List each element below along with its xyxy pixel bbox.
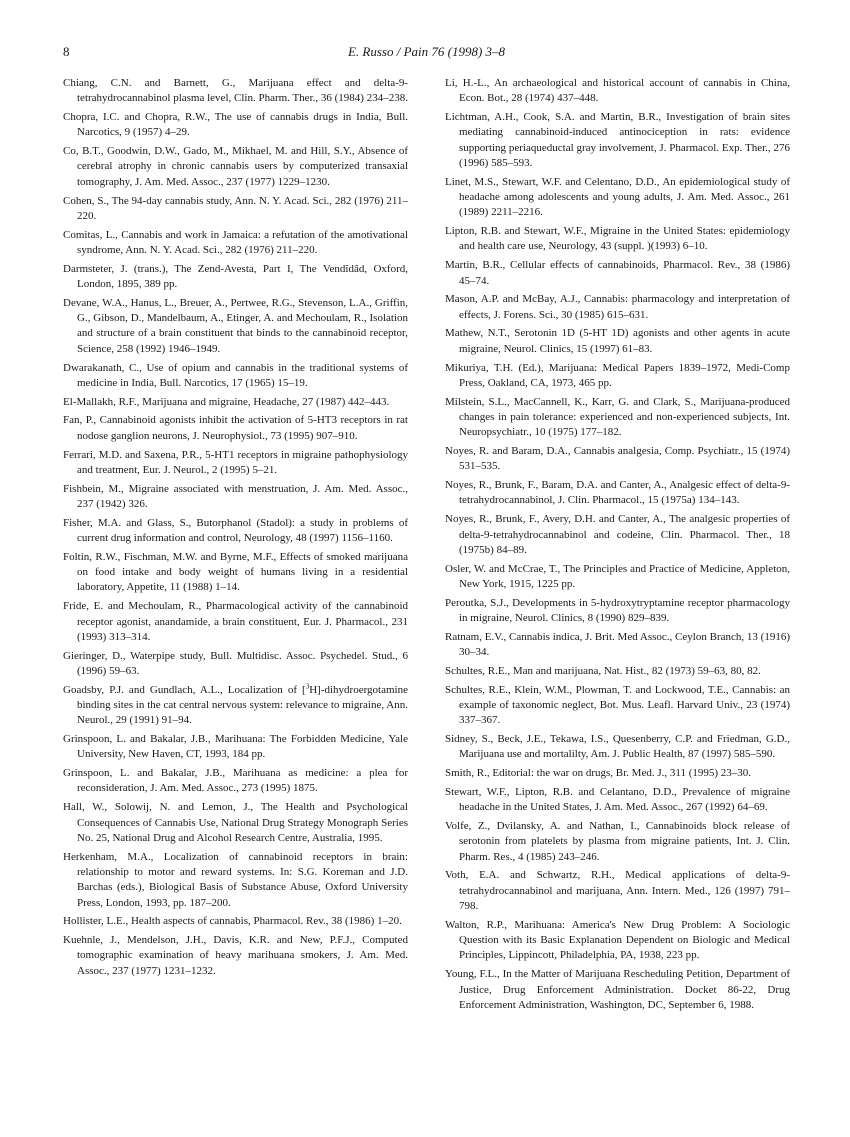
reference-entry: Noyes, R., Brunk, F., Avery, D.H. and Canter, A., The analgesic properties of delta-9-tetrahydrocannabinol and codeine, Clin. Pharmacol. Ther., 18 (1975b) 84–89. xyxy=(445,513,790,556)
reference-entry: Mathew, N.T., Serotonin 1D (5-HT 1D) agonists and other agents in acute migraine, Neurol. Clinics, 15 (1997) 61–83. xyxy=(445,327,790,355)
reference-column-right xyxy=(445,76,790,1017)
reference-entry: Sidney, S., Beck, J.E., Tekawa, I.S., Quesenberry, C.P. and Friedman, G.D., Marijuana use and mortalilty, Am. J. Public Health, 87 (1997) 585–590. xyxy=(445,733,790,761)
page-number: 8 xyxy=(63,44,70,59)
reference-entry: Comitas, L., Cannabis and work in Jamaica: a refutation of the amotivational syndrome, Ann. N. Y. Acad. Sci., 282 (1976) 211–220. xyxy=(63,228,408,256)
reference-entry: Cohen, S., The 94-day cannabis study, Ann. N. Y. Acad. Sci., 282 (1976) 211–220. xyxy=(63,194,408,222)
reference-entry: Herkenham, M.A., Localization of cannabinoid receptors in brain: relationship to motor and reward systems. In: S.G. Koreman and J.D. Barchas (eds.), Biological Basis of Substance Abuse, Oxford University Press, London, 1993, pp. 187–200. xyxy=(63,850,408,909)
reference-list xyxy=(63,76,790,1116)
reference-entry: Smith, R., Editorial: the war on drugs, Br. Med. J., 311 (1995) 23–30. xyxy=(445,767,752,780)
reference-entry: Walton, R.P., Marihuana: America's New Drug Problem: A Sociologic Question with its Basic Explanation Dependent on Biologic and Medical Principles, Lippincott, Philadelphia, PA, 1938, 223 pp. xyxy=(445,918,790,962)
reference-entry: Grinspoon, L. and Bakalar, J.B., Marihuana as medicine: a plea for reconsideration, J. Am. Med. Assoc., 273 (1995) 1875. xyxy=(63,767,408,795)
reference-entry: Mason, A.P. and McBay, A.J., Cannabis: pharmacology and interpretation of effects, J. Forens. Sci., 30 (1985) 615–631. xyxy=(445,293,790,321)
reference-column-left xyxy=(63,76,408,983)
reference-entry: Lipton, R.B. and Stewart, W.F., Migraine in the United States: epidemiology and health care use, Neurology, 43 (suppl. )(1993) 6–10. xyxy=(445,225,790,253)
reference-entry: Grinspoon, L. and Bakalar, J.B., Marihuana: The Forbidden Medicine, Yale University, New Haven, CT, 1993, 184 pp. xyxy=(63,733,408,761)
reference-entry: Kuehnle, J., Mendelson, J.H., Davis, K.R. and New, P.F.J., Computed tomographic examination of heavy marihuana smokers, J. Am. Med. Assoc., 237 (1977) 1231–1232. xyxy=(63,934,408,977)
reference-entry: Hollister, L.E., Health aspects of cannabis, Pharmacol. Rev., 38 (1986) 1–20. xyxy=(63,915,402,928)
reference-entry: Fride, E. and Mechoulam, R., Pharmacological activity of the cannabinoid receptor agonist, anandamide, a brain constituent, Eur. J. Pharmacol., 231 (1993) 313–314. xyxy=(63,600,408,643)
reference-entry: Schultes, R.E., Klein, W.M., Plowman, T. and Lockwood, T.E., Cannabis: an example of taxonomic neglect, Bot. Mus. Leafl. Harvard Univ., 23 (1974) 337–367. xyxy=(445,683,790,727)
reference-entry: Hall, W., Solowij, N. and Lemon, J., The Health and Psychological Consequences of Cannabis Use, National Drug Strategy Monograph Series No. 25, National Drug and Alcohol Research Centre, Australia, 1995. xyxy=(63,801,408,844)
reference-entry: Li, H.-L., An archaeological and historical account of cannabis in China, Econ. Bot., 28 (1974) 437–448. xyxy=(445,77,790,105)
reference-entry: Volfe, Z., Dvilansky, A. and Nathan, I., Cannabinoids block release of serotonin from platelets by plasma from migraine patients, Int. J. Clin. Pharm. Res., 4 (1985) 243–246. xyxy=(445,820,790,863)
reference-entry: Peroutka, S.J., Developments in 5-hydroxytryptamine receptor pharmacology in migraine, Neurol. Clinics, 8 (1990) 829–839. xyxy=(445,596,790,624)
reference-entry: Noyes, R., Brunk, F., Baram, D.A. and Canter, A., Analgesic effect of delta-9-tetrahydrocannabinol, J. Clin. Pharmacol., 15 (1975a) 134–143. xyxy=(445,479,790,507)
reference-entry: Dwarakanath, C., Use of opium and cannabis in the traditional systems of medicine in India, Bull. Narcotics, 17 (1965) 15–19. xyxy=(63,361,408,389)
reference-entry: Lichtman, A.H., Cook, S.A. and Martin, B.R., Investigation of brain sites mediating cannabinoid-induced antinociception in rats: evidence supporting periaqueductal gray involvement, J. Pharmacol. Exp. Ther., 276 (1996) 585–593. xyxy=(445,111,790,169)
reference-entry: Foltin, R.W., Fischman, M.W. and Byrne, M.F., Effects of smoked marijuana on food intake and body weight of humans living in a residential laboratory, Appetite, 11 (1988) 1–14. xyxy=(63,550,408,594)
reference-entry: Mikuriya, T.H. (Ed.), Marijuana: Medical Papers 1839–1972, Medi-Comp Press, Oakland, CA, 1973, 465 pp. xyxy=(445,361,790,389)
reference-entry: Stewart, W.F., Lipton, R.B. and Celantano, D.D., Prevalence of migraine headache in the United States, J. Am. Med. Assoc., 267 (1992) 64–69. xyxy=(445,785,790,814)
reference-entry: Noyes, R. and Baram, D.A., Cannabis analgesia, Comp. Psychiatr., 15 (1974) 531–535. xyxy=(445,445,790,473)
page-header xyxy=(63,44,790,64)
reference-entry: Voth, E.A. and Schwartz, R.H., Medical applications of delta-9-tetrahydrocannabinol and marijuana, Ann. Intern. Med., 126 (1997) 791–798. xyxy=(445,869,790,913)
reference-entry: Linet, M.S., Stewart, W.F. and Celentano, D.D., An epidemiological study of headache among adolescents and young adults, J. Am. Med. Assoc., 261 (1989) 2211–2216. xyxy=(445,175,790,219)
reference-entry: Young, F.L., In the Matter of Marijuana Rescheduling Petition, Department of Justice, Drug Enforcement Administration. Docket 86-22, Drug Enforcement Administration, Washington, DC, September 6, 1988. xyxy=(445,968,790,1011)
reference-entry: Gieringer, D., Waterpipe study, Bull. Multidisc. Assoc. Psychedel. Stud., 6 (1996) 59–63. xyxy=(63,649,408,677)
reference-entry: Fishbein, M., Migraine associated with menstruation, J. Am. Med. Assoc., 237 (1942) 326. xyxy=(63,482,408,510)
reference-entry: Osler, W. and McCrae, T., The Principles and Practice of Medicine, Appleton, New York, 1915, 1225 pp. xyxy=(445,562,790,590)
reference-entry: Co, B.T., Goodwin, D.W., Gado, M., Mikhael, M. and Hill, S.Y., Absence of cerebral atrophy in chronic cannabis users by computerized transaxial tomography, J. Am. Med. Assoc., 237 (1977) 1229–1230. xyxy=(63,145,408,188)
reference-entry: Fan, P., Cannabinoid agonists inhibit the activation of 5-HT3 receptors in rat nodose ganglion neurons, J. Neurophysiol., 73 (1995) 907–910. xyxy=(63,414,408,442)
running-head: E. Russo / Pain 76 (1998) 3–8 xyxy=(347,44,506,59)
reference-entry: Chopra, I.C. and Chopra, R.W., The use of cannabis drugs in India, Bull. Narcotics, 9 (1957) 4–29. xyxy=(63,111,408,139)
reference-entry: Goadsby, P.J. and Gundlach, A.L., Localization of [$^3$H]-dihydroergotamine binding sites in the cat central nervous system: relevance to migraine, Ann. Neurol., 29 (1991) 91–94. xyxy=(63,682,408,727)
reference-entry: Ferrari, M.D. and Saxena, P.R., 5-HT1 receptors in migraine pathophysiology and treatment, Eur. J. Neurol., 2 (1995) 5–21. xyxy=(63,448,408,476)
reference-entry: Martin, B.R., Cellular effects of cannabinoids, Pharmacol. Rev., 38 (1986) 45–74. xyxy=(445,259,790,287)
reference-entry: Ratnam, E.V., Cannabis indica, J. Brit. Med Assoc., Ceylon Branch, 13 (1916) 30–34. xyxy=(445,630,790,659)
reference-entry: Darmsteter, J. (trans.), The Zend-Avesta, Part I, The Vendîdâd, Oxford, London, 1895, 389 pp. xyxy=(63,262,408,291)
reference-entry: Devane, W.A., Hanus, L., Breuer, A., Pertwee, R.G., Stevenson, L.A., Griffin, G., Gibson, D., Mandelbaum, A., Etinger, A. and Mechoulam, R., Isolation and structure of a brain constituent that binds to the cannabinoid receptor, Science, 258 (1992) 1946–1949. xyxy=(63,296,408,355)
reference-entry: Schultes, R.E., Man and marijuana, Nat. Hist., 82 (1973) 59–63, 80, 82. xyxy=(445,664,761,677)
reference-entry: El-Mallakh, R.F., Marijuana and migraine, Headache, 27 (1987) 442–443. xyxy=(63,395,390,408)
reference-entry: Milstein, S.L., MacCannell, K., Karr, G. and Clark, S., Marijuana-produced changes in pain tolerance: experienced and non-experienced subjects, Int. Neuropsychiatr., 10 (1975) 177–182. xyxy=(445,395,790,439)
reference-entry: Chiang, C.N. and Barnett, G., Marijuana effect and delta-9-tetrahydrocannabinol plasma level, Clin. Pharm. Ther., 36 (1984) 234–238. xyxy=(63,77,408,105)
reference-entry: Fisher, M.A. and Glass, S., Butorphanol (Stadol): a study in problems of current drug information and control, Neurology, 48 (1997) 1156–1160. xyxy=(63,516,408,545)
